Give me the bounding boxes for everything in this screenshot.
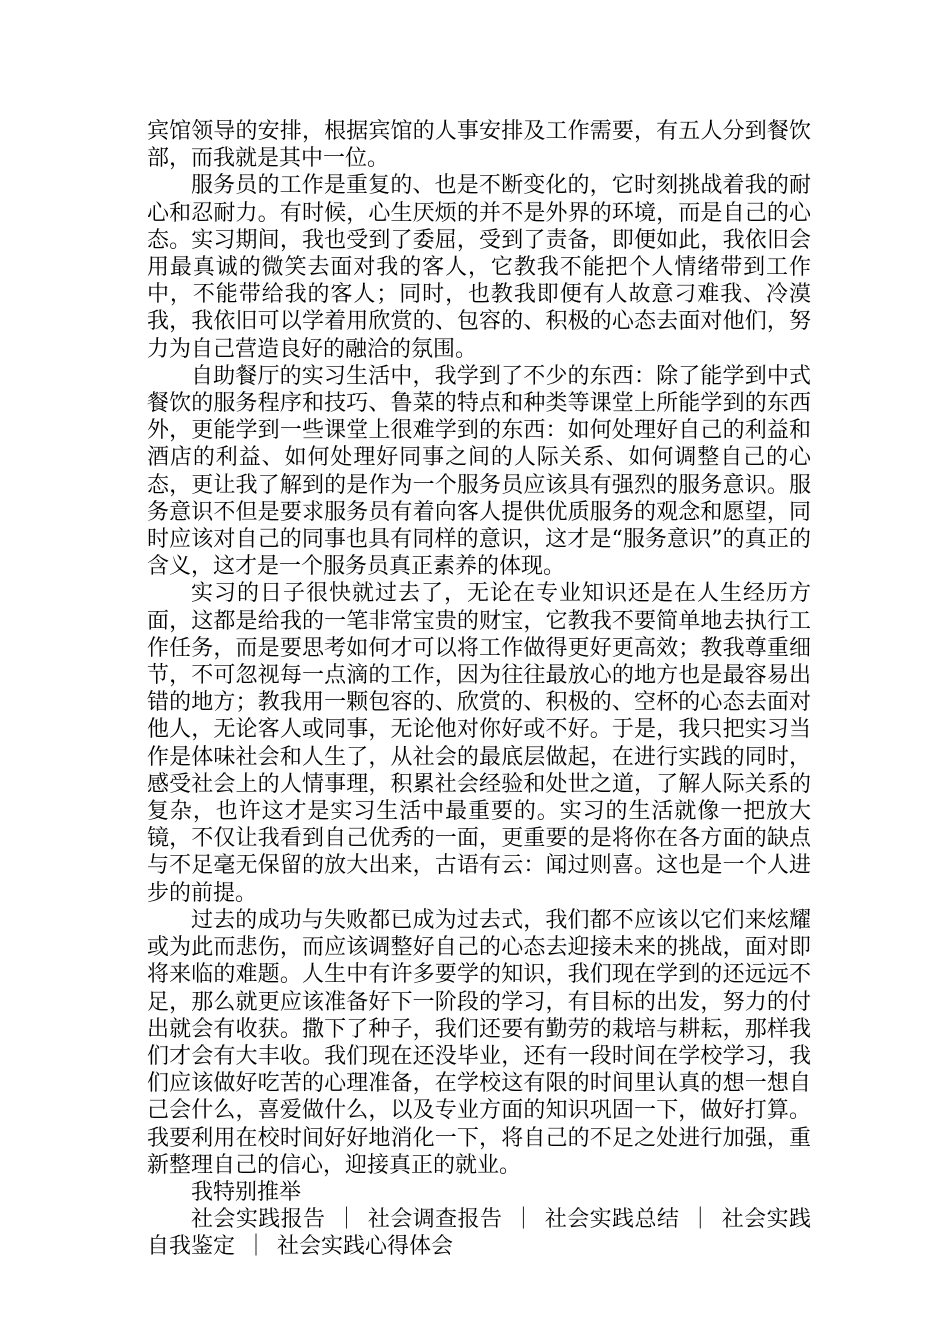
recommend-heading: 我特别推举 [191, 1179, 302, 1205]
paragraph-1: 宾馆领导的安排，根据宾馆的人事安排及工作需要，有五人分到餐饮部，而我就是其中一位。 [147, 119, 811, 172]
related-links [147, 1206, 811, 1260]
link-social-practice-reflections[interactable]: 社会实践心得体会 [277, 1234, 454, 1260]
link-social-practice-report[interactable]: 社会实践报告 [191, 1207, 326, 1233]
paragraph-3: 自助餐厅的实习生活中，我学到了不少的东西：除了能学到中式餐饮的服务程序和技巧、鲁菜的特点和种类等课堂上所能学到的东西外，更能学到一些课堂上很难学到的东西：如何处理好自己的利益和酒店的利益、如何处理好同事之间的人际关系、如何调整自己的心态，更让我了解到的是作为一个服务员应该具有强烈的服务意识。服务意识不但是要求服务员有着向客人提供优质服务的观念和愿望，同时应该对自己的同事也具有同样的意识，这才是“服务意识”的真正的含义，这才是一个服务员真正素养的体现。 [147, 363, 811, 580]
link-social-practice-summary[interactable]: 社会实践总结 [544, 1207, 680, 1233]
paragraph-5: 过去的成功与失败都已成为过去式，我们都不应该以它们来炫耀或为此而悲伤，而应该调整好自己的心态去迎接未来的挑战，面对即将来临的难题。人生中有许多要学的知识，我们现在学到的还远远不足，那么就更应该准备好下一阶段的学习，有目标的出发，努力的付出就会有收获。撒下了种子，我们还要有勤劳的栽培与耕耘，那样我们才会有大丰收。我们现在还没毕业，还有一段时间在学校学习，我们应该做好吃苦的心理准备，在学校这有限的时间里认真的想一想自己会什么，喜爱做什么，以及专业方面的知识巩固一下，做好打算。我要利用在校时间好好地消化一下，将自己的不足之处进行加强，重新整理自己的信心，迎接真正的就业。 [147, 907, 811, 1178]
paragraph-2: 服务员的工作是重复的、也是不断变化的，它时刻挑战着我的耐心和忍耐力。有时候，心生厌烦的并不是外界的环境，而是自己的心态。实习期间，我也受到了委屈，受到了责备，即便如此，我依旧会用最真诚的微笑去面对我的客人，它教我不能把个人情绪带到工作中，不能带给我的客人；同时，也教我即便有人故意刁难我、冷漠我，我依旧可以学着用欣赏的、包容的、积极的心态去面对他们，努力为自己营造良好的融洽的氛围。 [147, 173, 811, 362]
link-social-survey-report[interactable]: 社会调查报告 [367, 1207, 503, 1233]
link-separator: ｜ [335, 1207, 358, 1233]
link-separator: ｜ [689, 1207, 712, 1233]
paragraph-4: 实习的日子很快就过去了，无论在专业知识还是在人生经历方面，这都是给我的一笔非常宝贵的财宝，它教我不要简单地去执行工作任务，而是要思考如何才可以将工作做得更好更高效；教我尊重细节，不可忽视每一点滴的工作，因为往往最放心的地方也是最容易出错的地方；教我用一颗包容的、欣赏的、积极的、空杯的心态去面对他人，无论客人或同事，无论他对你好或不好。于是，我只把实习当作是体味社会和人生了，从社会的最底层做起，在进行实践的同时，感受社会上的人情事理，积累社会经验和处世之道，了解人际关系的复杂，也许这才是实习生活中最重要的。实习的生活就像一把放大镜，不仅让我看到自己优秀的一面，更重要的是将你在各方面的缺点与不足毫无保留的放大出来，古语有云：闻过则喜。这也是一个人进步的前提。 [147, 581, 811, 906]
link-social-practice-self-evaluation[interactable]: 社会实践自我鉴定 [147, 1207, 811, 1260]
link-separator: ｜ [512, 1207, 535, 1233]
document-page [147, 118, 811, 1261]
link-separator: ｜ [245, 1234, 268, 1260]
